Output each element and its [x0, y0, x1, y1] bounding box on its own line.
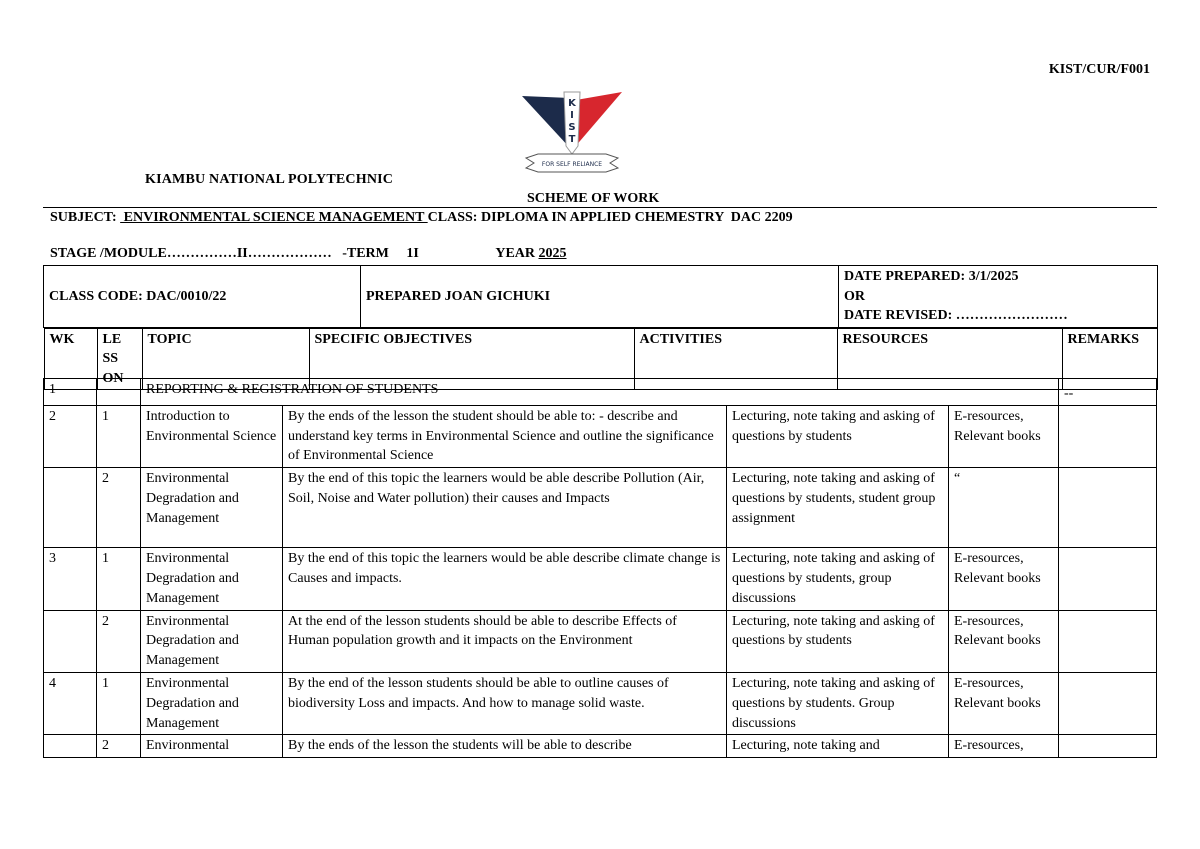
- row-topic: REPORTING & REGISTRATION OF STUDENTS: [141, 379, 1059, 406]
- year-label: YEAR: [495, 246, 535, 261]
- row-objectives: At the end of the lesson students should be able to describe Effects of Human population growth and it impacts on the Environment: [283, 610, 727, 672]
- row-remarks: [1059, 548, 1157, 610]
- header-table: [43, 265, 1158, 390]
- lessons-table: [43, 378, 1157, 758]
- prepared-by-cell: PREPARED JOAN GICHUKI: [361, 266, 839, 328]
- row-objectives: By the end of this topic the learners would be able describe climate change is Causes and impacts.: [283, 548, 727, 610]
- row-objectives: By the ends of the lesson the students will be able to describe: [283, 735, 727, 758]
- row-activities: Lecturing, note taking and asking of questions by students: [727, 405, 949, 467]
- logo-red-wing: [574, 92, 622, 148]
- row-wk: 1: [44, 379, 97, 406]
- class-code-cell: CLASS CODE: DAC/0010/22: [44, 266, 361, 328]
- row-lesson: 1: [97, 548, 141, 610]
- table-row: [44, 672, 1157, 734]
- date-prepared: DATE PREPARED: 3/1/2025: [844, 269, 1019, 284]
- col-lesson-line2: SS: [102, 351, 119, 366]
- row-lesson: [97, 379, 141, 406]
- col-remarks: REMARKS: [1062, 328, 1157, 390]
- col-topic: TOPIC: [142, 328, 309, 390]
- document-title: SCHEME OF WORK: [527, 191, 660, 206]
- row-topic: Environmental Degradation and Management: [141, 468, 283, 548]
- title-rule: [43, 207, 1157, 208]
- row-remarks: [1059, 610, 1157, 672]
- subject-line: [50, 210, 793, 226]
- date-or: OR: [844, 288, 865, 304]
- row-lesson: 1: [97, 672, 141, 734]
- col-wk: WK: [44, 328, 97, 390]
- row-activities: Lecturing, note taking and asking of questions by students, group discussions: [727, 548, 949, 610]
- logo-letter-k: K: [568, 98, 576, 109]
- date-revised: DATE REVISED: ……………………: [844, 308, 1068, 323]
- row-objectives: By the end of this topic the learners would be able describe Pollution (Air, Soil, Noise and Water pollution) their causes and Impacts: [283, 468, 727, 548]
- row-remarks: [1059, 672, 1157, 734]
- row-lesson: 1: [97, 405, 141, 467]
- institution-name: KIAMBU NATIONAL POLYTECHNIC: [145, 172, 394, 187]
- subject-value: ENVIRONMENTAL SCIENCE MANAGEMENT: [120, 210, 428, 225]
- row-wk: [44, 735, 97, 758]
- row-topic: Environmental Degradation and Management: [141, 548, 283, 610]
- dates-cell: [839, 266, 1158, 328]
- stage-line: [50, 246, 567, 262]
- class-label: CLASS: DIPLOMA IN APPLIED CHEMESTRY DAC 2209: [427, 210, 793, 225]
- table-row: [44, 735, 1157, 758]
- col-lesson-line3: ON: [102, 370, 124, 386]
- stage-label: STAGE /MODULE……………II………………: [50, 246, 332, 261]
- row-objectives: By the ends of the lesson the student should be able to: - describe and understand key terms in Environmental Science and outline the significance of Environmental Science: [283, 405, 727, 467]
- row-wk: 4: [44, 672, 97, 734]
- row-activities: Lecturing, note taking and asking of questions by students: [727, 610, 949, 672]
- col-resources: RESOURCES: [837, 328, 1062, 390]
- row-wk: [44, 610, 97, 672]
- row-lesson: 2: [97, 735, 141, 758]
- table-row: [44, 405, 1157, 467]
- col-activities: ACTIVITIES: [634, 328, 837, 390]
- row-remarks: [1059, 735, 1157, 758]
- row-topic: Environmental Degradation and Management: [141, 672, 283, 734]
- row-topic: Environmental: [141, 735, 283, 758]
- kist-logo: [520, 90, 624, 176]
- row-resources: “: [949, 468, 1059, 548]
- row-resources: E-resources, Relevant books: [949, 672, 1059, 734]
- row-lesson: 2: [97, 610, 141, 672]
- logo-letter-s: S: [568, 122, 576, 133]
- logo-letter-i: I: [570, 110, 574, 121]
- subject-label: SUBJECT:: [50, 210, 117, 225]
- row-objectives: By the end of the lesson students should be able to outline causes of biodiversity Loss and impacts. And how to manage solid waste.: [283, 672, 727, 734]
- year-value: 2025: [538, 246, 567, 261]
- table-row: [44, 379, 1157, 406]
- row-resources: E-resources,: [949, 735, 1059, 758]
- row-remarks: [1059, 405, 1157, 467]
- logo-navy-wing: [522, 96, 570, 148]
- row-topic: Introduction to Environmental Science: [141, 405, 283, 467]
- row-lesson: 2: [97, 468, 141, 548]
- col-lesson-line1: LE: [102, 331, 122, 347]
- row-topic: Environmental Degradation and Management: [141, 610, 283, 672]
- term-label: -TERM 1I: [342, 246, 419, 261]
- row-resources: E-resources, Relevant books: [949, 610, 1059, 672]
- table-row: [44, 468, 1157, 548]
- row-resources: E-resources, Relevant books: [949, 548, 1059, 610]
- col-objectives: SPECIFIC OBJECTIVES: [309, 328, 634, 390]
- logo-letter-t: T: [568, 134, 576, 145]
- row-wk: 2: [44, 405, 97, 467]
- table-row: [44, 548, 1157, 610]
- row-remarks: --: [1059, 379, 1157, 406]
- document-code: KIST/CUR/F001: [1048, 62, 1150, 77]
- logo-motto: FOR SELF RELIANCE: [541, 161, 603, 168]
- row-activities: Lecturing, note taking and asking of questions by students. Group discussions: [727, 672, 949, 734]
- row-wk: [44, 468, 97, 548]
- table-row: [44, 610, 1157, 672]
- row-activities: Lecturing, note taking and asking of questions by students, student group assignment: [727, 468, 949, 548]
- row-resources: E-resources, Relevant books: [949, 405, 1059, 467]
- row-wk: 3: [44, 548, 97, 610]
- row-activities: Lecturing, note taking and: [727, 735, 949, 758]
- row-remarks: [1059, 468, 1157, 548]
